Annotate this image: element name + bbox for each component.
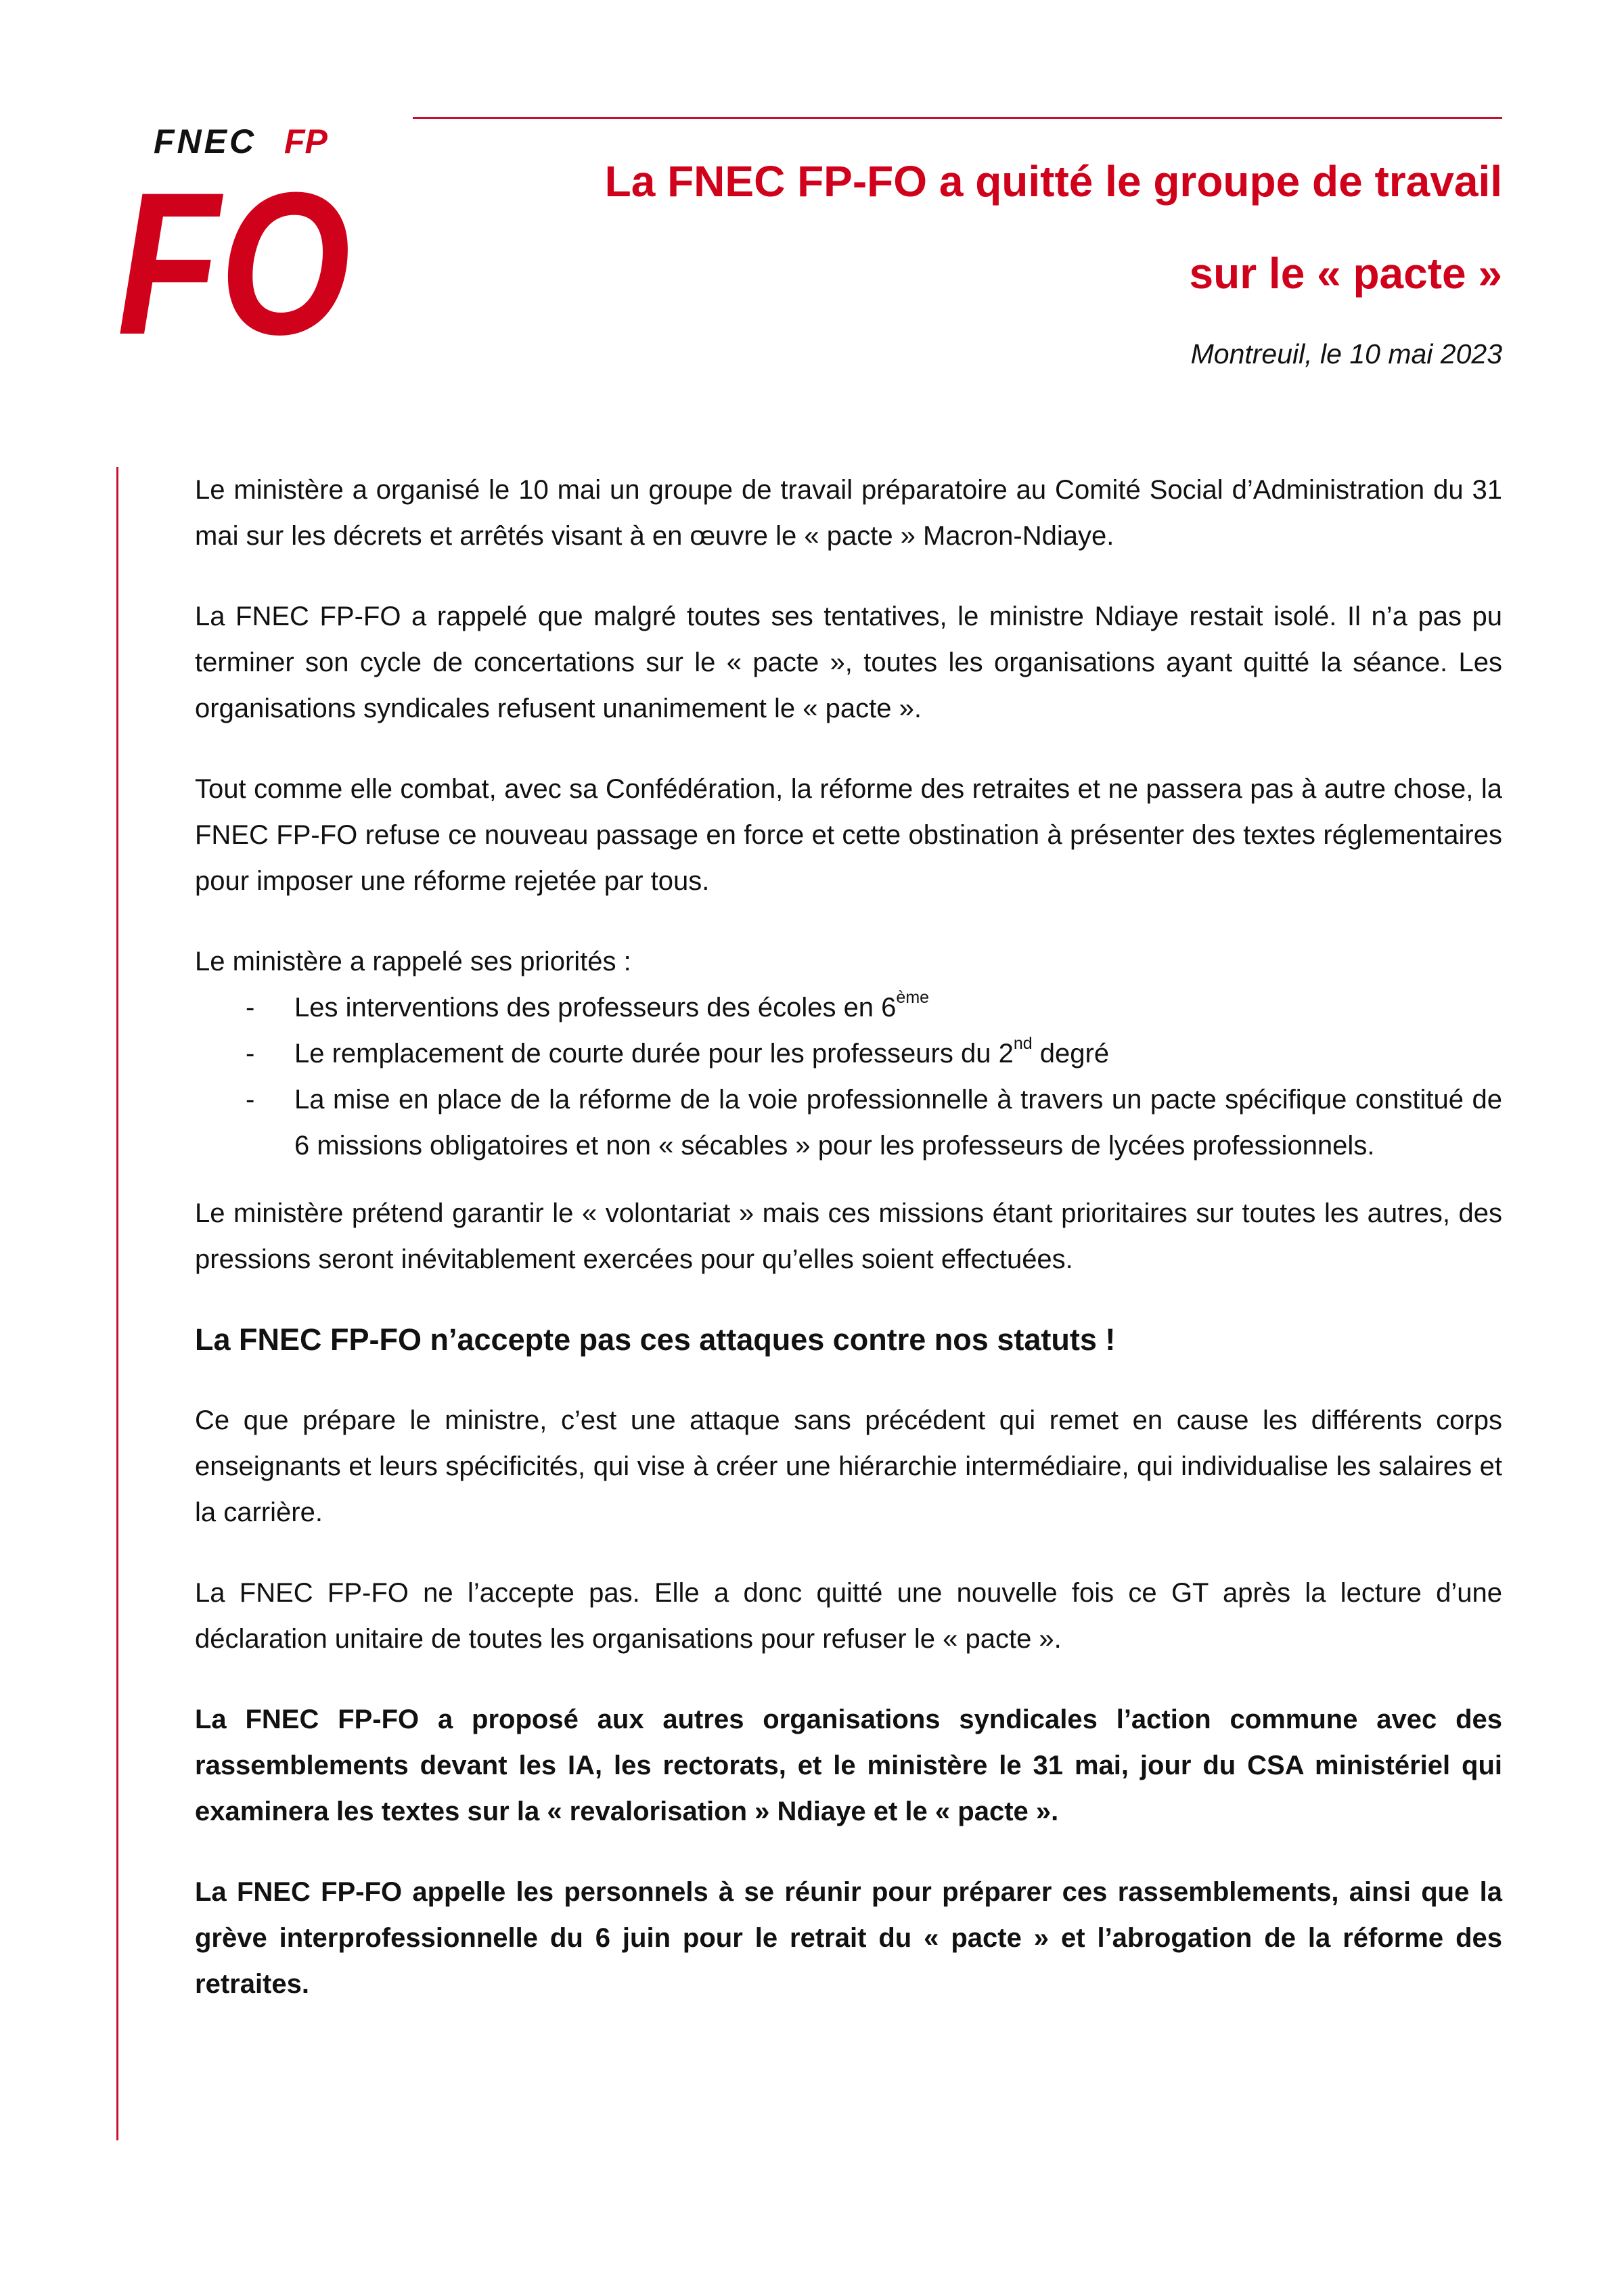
paragraph-3: Tout comme elle combat, avec sa Confédération, la réforme des retraites et ne passera pas à autre chose, la FNEC FP-FO refuse ce nouveau passage en force et cette obstination à présenter des textes réglementaires pour imposer une réforme rejetée par tous. <box>195 774 1502 896</box>
fnec-fp-fo-logo <box>117 114 362 377</box>
title-line-1: La FNEC FP-FO a quitté le groupe de travail <box>604 157 1502 206</box>
title-line-2: sur le « pacte » <box>1189 249 1502 298</box>
logo-fo-text: FO <box>117 150 351 377</box>
logo-fnec-text: FNEC <box>154 122 257 160</box>
paragraph-4: Le ministère prétend garantir le « volontariat » mais ces missions étant prioritaires sur toutes les autres, des pressions seront inévitablement exercées pour qu’elles soient effectuées. <box>195 1198 1502 1274</box>
paragraph-5: Ce que prépare le ministre, c’est une attaque sans précédent qui remet en cause les différents corps enseignants et leurs spécificités, qui vise à créer une hiérarchie intermédiaire, qui individualise les salaires et la carrière. <box>195 1405 1502 1527</box>
logo-fp-text: FP <box>284 122 328 160</box>
paragraph-6: La FNEC FP-FO ne l’accepte pas. Elle a donc quitté une nouvelle fois ce GT après la lecture d’une déclaration unitaire de toutes les organisations pour refuser le « pacte ». <box>195 1578 1502 1654</box>
priorities-list <box>195 985 1502 1169</box>
dateline: Montreuil, le 10 mai 2023 <box>1190 338 1502 369</box>
paragraph-8-bold: La FNEC FP-FO appelle les personnels à se réunir pour préparer ces rassemblements, ainsi que la grève interprofessionnelle du 6 juin pour le retrait du « pacte » et l’abrogation de la réforme des retraites. <box>195 1877 1502 1999</box>
header-rule <box>413 117 1502 119</box>
bullet-dash: - <box>246 1085 255 1115</box>
list-item: - Le remplacement de courte durée pour les professeurs du 2nd degré <box>195 1031 1502 1077</box>
priorities-intro: Le ministère a rappelé ses priorités : <box>195 947 631 976</box>
paragraph-1: Le ministère a organisé le 10 mai un groupe de travail préparatoire au Comité Social d’Administration du 31 mai sur les décrets et arrêtés visant à en œuvre le « pacte » Macron-Ndiaye. <box>195 475 1502 551</box>
document-body <box>195 467 1502 2042</box>
list-item: - Les interventions des professeurs des écoles en 6ème <box>195 985 1502 1031</box>
bullet-dash: - <box>246 993 255 1022</box>
paragraph-2: La FNEC FP-FO a rappelé que malgré toutes ses tentatives, le ministre Ndiaye restait isolé. Il n’a pas pu terminer son cycle de concertations sur le « pacte », toutes les organisations ayant quitté la séance. Les organisations syndicales refusent unanimement le « pacte ». <box>195 602 1502 723</box>
paragraph-7-bold: La FNEC FP-FO a proposé aux autres organisations syndicales l’action commune avec des rassemblements devant les IA, les rectorats, et le ministère le 31 mai, jour du CSA ministériel qui examinera les textes sur la « revalorisation » Ndiaye et le « pacte ». <box>195 1705 1502 1826</box>
bullet-dash: - <box>246 1039 255 1068</box>
margin-rule <box>116 467 118 2140</box>
section-heading: La FNEC FP-FO n’accepte pas ces attaques contre nos statuts ! <box>195 1322 1116 1357</box>
page-title <box>487 135 1502 319</box>
list-item: - La mise en place de la réforme de la voie professionnelle à travers un pacte spécifique constitué de 6 missions obligatoires et non « sécables » pour les professeurs de lycées professionnels. <box>195 1077 1502 1169</box>
